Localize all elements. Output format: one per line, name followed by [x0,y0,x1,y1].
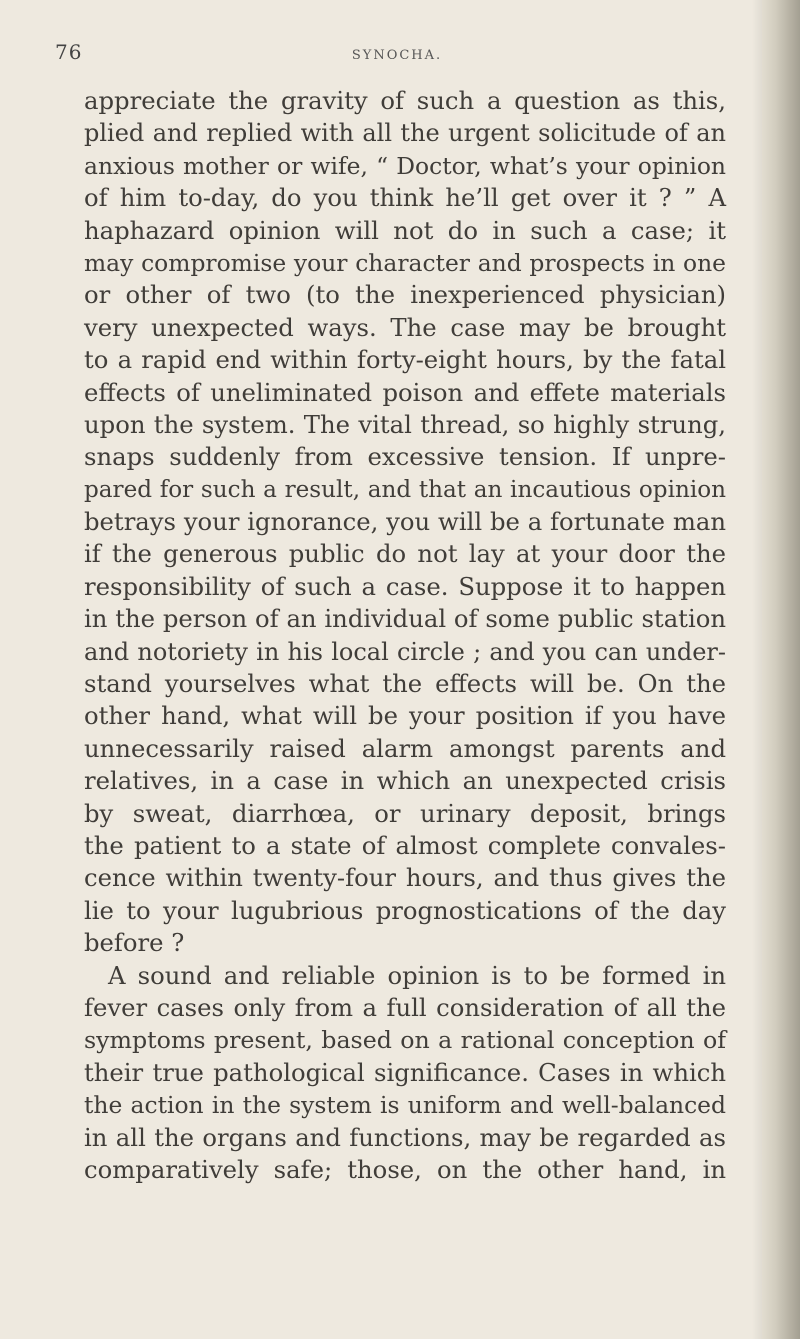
text-line: appreciate the gravity of such a question as this, [84,86,726,115]
page-number: 76 [55,40,83,64]
text-line: comparatively safe; those, on the other hand, in [84,1154,726,1184]
text-line: to a rapid end within forty-eight hours, by the fatal [84,345,726,375]
body-text [84,85,726,1186]
text-line: pared for such a result, and that an incautious opinion [84,476,726,503]
text-line: betrays your ignorance, you will be a fortunate man [84,507,726,537]
text-line: A sound and reliable opinion is to be formed in [108,960,726,990]
text-line: may compromise your character and prospects in one [84,248,726,277]
page-header [55,40,715,80]
running-title: SYNOCHA. [351,48,443,63]
text-line: responsibility of such a case. Suppose it to happen [84,571,726,601]
text-line: before ? [84,928,185,958]
text-line: and notoriety in his local circle ; and you can under- [84,637,726,666]
text-line: lie to your lugubrious prognostications of the day [84,895,726,925]
text-line: cence within twenty-four hours, and thus gives the [84,863,726,893]
text-line: their true pathological significance. Cases in which [84,1057,726,1087]
text-line: plied and replied with all the urgent solicitude of an [84,119,726,148]
text-line: if the generous public do not lay at your door the [84,539,726,569]
text-line: haphazard opinion will not do in such a case; it [84,215,726,245]
text-line: in the person of an individual of some public station [84,604,726,634]
text-line: other hand, what will be your position if you have [84,701,726,731]
text-line: unnecessarily raised alarm amongst parents and [84,733,726,763]
text-line: symptoms present, based on a rational conception of [84,1026,726,1055]
text-line: the patient to a state of almost complete convales- [84,830,726,860]
text-line: upon the system. The vital thread, so highly strung, [84,409,726,439]
page-gutter-shadow [752,0,762,1339]
text-line: relatives, in a case in which an unexpected crisis [84,766,726,796]
text-line: the action in the system is uniform and well-balanced [84,1091,726,1120]
text-line: fever cases only from a full consideration of all the [84,992,726,1022]
text-line: anxious mother or wife, “ Doctor, what’s your opinion [84,151,726,180]
book-binding-edge [762,0,800,1339]
text-line: by sweat, diarrhœa, or urinary deposit, brings [84,798,726,828]
text-line: effects of uneliminated poison and effete materials [84,377,726,407]
text-line: very unexpected ways. The case may be brought [84,312,726,342]
text-line: snaps suddenly from excessive tension. If unpre- [84,442,726,472]
text-line: stand yourselves what the effects will be. On the [84,669,726,699]
text-line: in all the organs and functions, may be regarded as [84,1122,726,1152]
text-line: or other of two (to the inexperienced physician) [84,280,726,310]
text-line: of him to-day, do you think he’ll get over it ? ” A [84,183,726,213]
